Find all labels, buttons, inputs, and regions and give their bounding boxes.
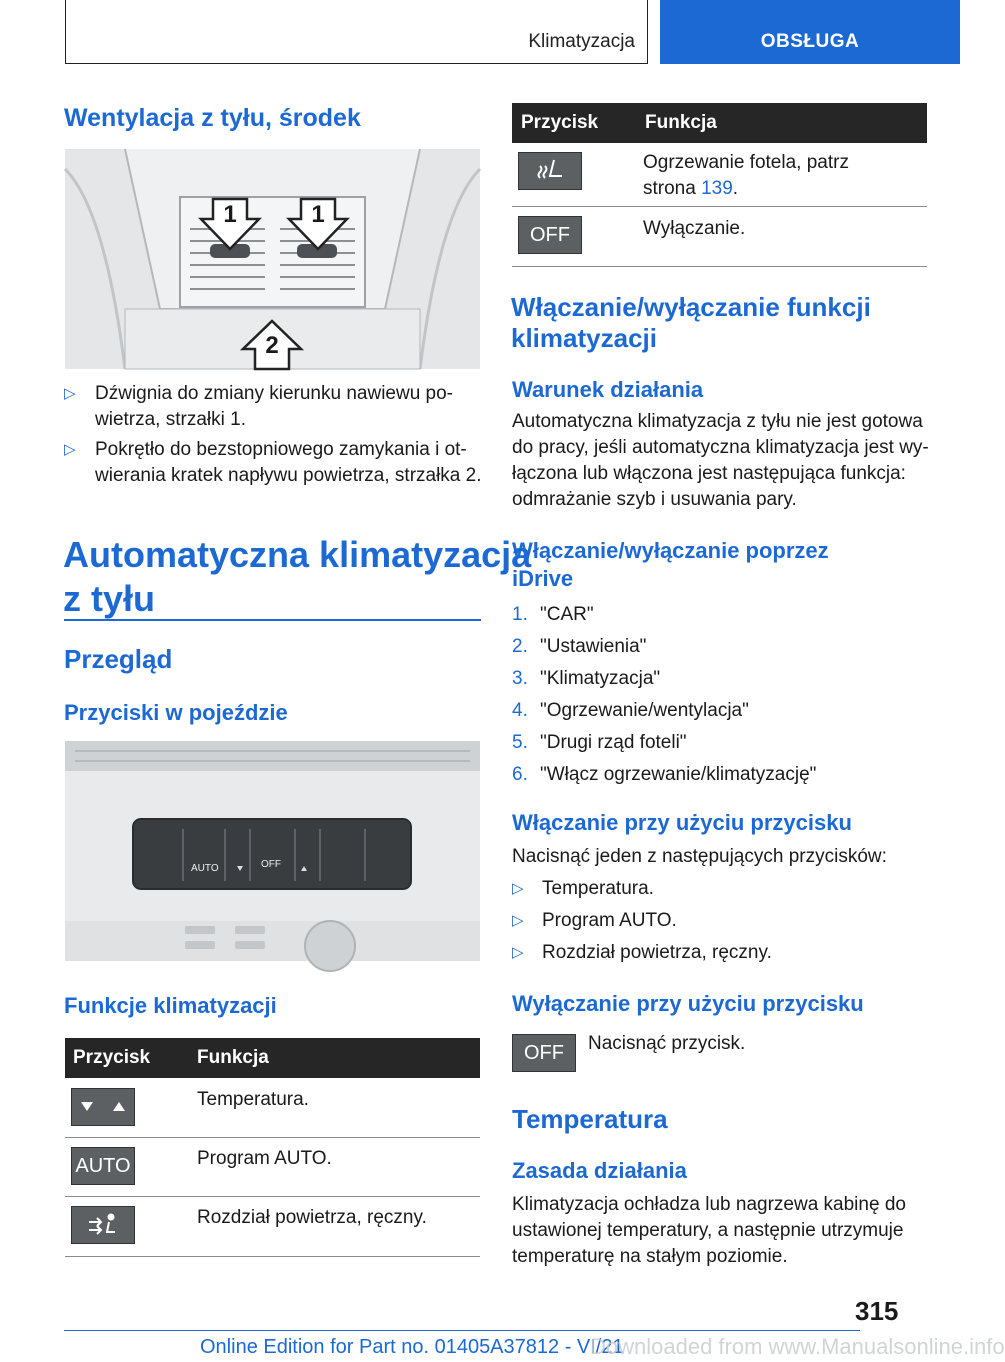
bullet-line: Pokrętło do bezstopniowego zamykania i ot- xyxy=(95,439,467,460)
bullet-text: Program AUTO. xyxy=(542,910,677,931)
row-divider xyxy=(512,266,927,267)
switch-off-instruction: Nacisnąć przycisk. xyxy=(588,1033,746,1054)
step-text: "Ogrzewanie/wentylacja" xyxy=(540,700,749,721)
heading-temperature: Temperatura xyxy=(512,1104,668,1134)
paragraph-line: temperaturę na stałym poziomie. xyxy=(512,1246,788,1267)
heading-line: Automatyczna klimatyzacja xyxy=(63,534,532,575)
seat-heating-glyph xyxy=(518,152,582,190)
function-seat-heating xyxy=(643,150,849,202)
header-section-box xyxy=(65,0,648,64)
heading-underline xyxy=(64,619,481,621)
auto-button-icon xyxy=(71,1147,135,1185)
bullet-triangle-icon: ▷ xyxy=(512,880,524,897)
vent-bullet-1 xyxy=(64,381,484,433)
step-item xyxy=(512,759,816,791)
paragraph-line: do pracy, jeśli automatyczna klimatyzacja jest wy- xyxy=(512,437,929,458)
condition-paragraph xyxy=(512,409,932,513)
step-text: "Drugi rząd foteli" xyxy=(540,732,687,753)
temperature-arrows-icon xyxy=(71,1088,135,1126)
step-text: "Włącz ogrzewanie/klimatyzację" xyxy=(540,764,817,785)
bullet-triangle-icon: ▷ xyxy=(64,385,76,402)
step-number: 4. xyxy=(512,700,528,721)
footer-rule xyxy=(64,1330,860,1331)
heading-line: Włączanie/wyłączanie funkcji xyxy=(511,292,871,322)
functions-table-header xyxy=(65,1038,480,1078)
heading-line: iDrive xyxy=(512,566,574,591)
vent-bullet-2 xyxy=(64,437,484,489)
heading-rear-ventilation: Wentylacja z tyłu, środek xyxy=(64,104,361,132)
step-item xyxy=(512,727,816,759)
col-button-header: Przycisk xyxy=(521,112,599,133)
on-bullet-2 xyxy=(512,908,677,934)
off-button-label: OFF xyxy=(530,223,570,246)
heading-line: z tyłu xyxy=(63,578,156,619)
step-number: 2. xyxy=(512,636,528,657)
bullet-text: Rozdział powietrza, ręczny. xyxy=(542,942,772,963)
heading-buttons-in-vehicle: Przyciski w pojeździe xyxy=(64,700,288,725)
step-item xyxy=(512,631,816,663)
heading-switch-on-button: Włączanie przy użyciu przycisku xyxy=(512,810,852,835)
auto-button-label: AUTO xyxy=(75,1154,131,1177)
heading-on-off-functions xyxy=(511,292,871,354)
paragraph-line: Klimatyzacja ochładza lub nagrzewa kabinę do xyxy=(512,1194,906,1215)
function-air-distribution: Rozdział powietrza, ręczny. xyxy=(197,1207,427,1228)
bullet-line: wierania kratek napływu powietrza, strzałka 2. xyxy=(95,465,482,486)
function-temperature: Temperatura. xyxy=(197,1089,309,1110)
callout-2: 2 xyxy=(265,332,279,359)
page-reference-link[interactable]: 139 xyxy=(701,178,733,199)
row-divider xyxy=(65,1256,480,1257)
header-chapter-tab[interactable] xyxy=(660,0,960,64)
bullet-triangle-icon: ▷ xyxy=(64,441,76,458)
seat-table-header xyxy=(512,103,927,143)
control-panel-photo xyxy=(65,741,480,961)
bullet-line: Dźwignia do zmiany kierunku nawiewu po- xyxy=(95,383,454,404)
step-text: "CAR" xyxy=(540,604,594,625)
paragraph-line: odmrażanie szyb i usuwania pary. xyxy=(512,489,797,510)
col-function-header: Funkcja xyxy=(197,1047,269,1068)
rear-vent-photo xyxy=(65,149,480,369)
row-divider xyxy=(512,206,927,207)
function-text: Ogrzewanie fotela, patrz xyxy=(643,152,849,173)
step-item xyxy=(512,695,816,727)
panel-auto-label: AUTO xyxy=(191,863,219,874)
heading-climate-functions: Funkcje klimatyzacji xyxy=(64,993,277,1018)
step-item xyxy=(512,663,816,695)
off-button-icon xyxy=(512,1034,576,1072)
heading-line: Włączanie/wyłączanie poprzez xyxy=(512,538,829,563)
function-text: . xyxy=(732,178,739,199)
bullet-triangle-icon: ▷ xyxy=(512,912,524,929)
seat-heating-icon xyxy=(518,152,582,190)
step-text: "Ustawienia" xyxy=(540,636,647,657)
heading-operating-condition: Warunek działania xyxy=(512,377,704,402)
on-bullet-1 xyxy=(512,876,654,902)
col-function-header: Funkcja xyxy=(645,112,717,133)
step-text: "Klimatyzacja" xyxy=(540,668,661,689)
bullet-triangle-icon: ▷ xyxy=(512,944,524,961)
step-number: 6. xyxy=(512,764,528,785)
step-number: 1. xyxy=(512,604,528,625)
air-distribution-glyph xyxy=(71,1206,135,1244)
air-distribution-icon xyxy=(71,1206,135,1244)
step-number: 5. xyxy=(512,732,528,753)
row-divider xyxy=(65,1196,480,1197)
callout-1-left: 1 xyxy=(223,201,237,228)
footer-edition: Online Edition for Part no. 01405A37812 - VI/21 xyxy=(200,1336,624,1358)
page-number: 315 xyxy=(855,1296,899,1326)
switch-on-instruction: Nacisnąć jeden z następujących przycisków: xyxy=(512,846,887,867)
off-button-icon xyxy=(518,216,582,254)
function-switch-off: Wyłączanie. xyxy=(643,218,746,239)
function-text: strona xyxy=(643,178,696,199)
heading-line: klimatyzacji xyxy=(511,323,657,353)
paragraph-line: ustawionej temperatury, a następnie utrzymuje xyxy=(512,1220,904,1241)
heading-auto-climate xyxy=(63,533,531,621)
paragraph-line: Automatyczna klimatyzacja z tyłu nie jest gotowa xyxy=(512,411,923,432)
bullet-text: Temperatura. xyxy=(542,878,654,899)
callout-1-right: 1 xyxy=(311,201,325,228)
off-button-label: OFF xyxy=(524,1041,564,1064)
col-button-header: Przycisk xyxy=(73,1047,151,1068)
bullet-line: wietrza, strzałki 1. xyxy=(95,409,246,430)
heading-idrive xyxy=(512,537,829,593)
step-number: 3. xyxy=(512,668,528,689)
temperature-arrows-glyph xyxy=(71,1088,135,1126)
header-section-title: Klimatyzacja xyxy=(528,31,635,52)
function-auto-program: Program AUTO. xyxy=(197,1148,332,1169)
idrive-steps-list xyxy=(512,599,816,791)
heading-switch-off-button: Wyłączanie przy użyciu przycisku xyxy=(512,991,864,1016)
principle-paragraph xyxy=(512,1192,932,1270)
step-item xyxy=(512,599,816,631)
on-bullet-3 xyxy=(512,940,772,966)
header-chapter-title: OBSŁUGA xyxy=(760,31,860,52)
row-divider xyxy=(65,1137,480,1138)
function-text-line2 xyxy=(643,176,849,202)
heading-operating-principle: Zasada działania xyxy=(512,1158,687,1183)
heading-overview: Przegląd xyxy=(64,644,173,674)
paragraph-line: łączona lub włączona jest następująca funkcja: xyxy=(512,463,906,484)
watermark-text: Downloaded from www.Manualsonline.info xyxy=(590,1334,1005,1359)
control-panel-illustration xyxy=(65,741,480,961)
panel-off-label: OFF xyxy=(261,859,281,870)
